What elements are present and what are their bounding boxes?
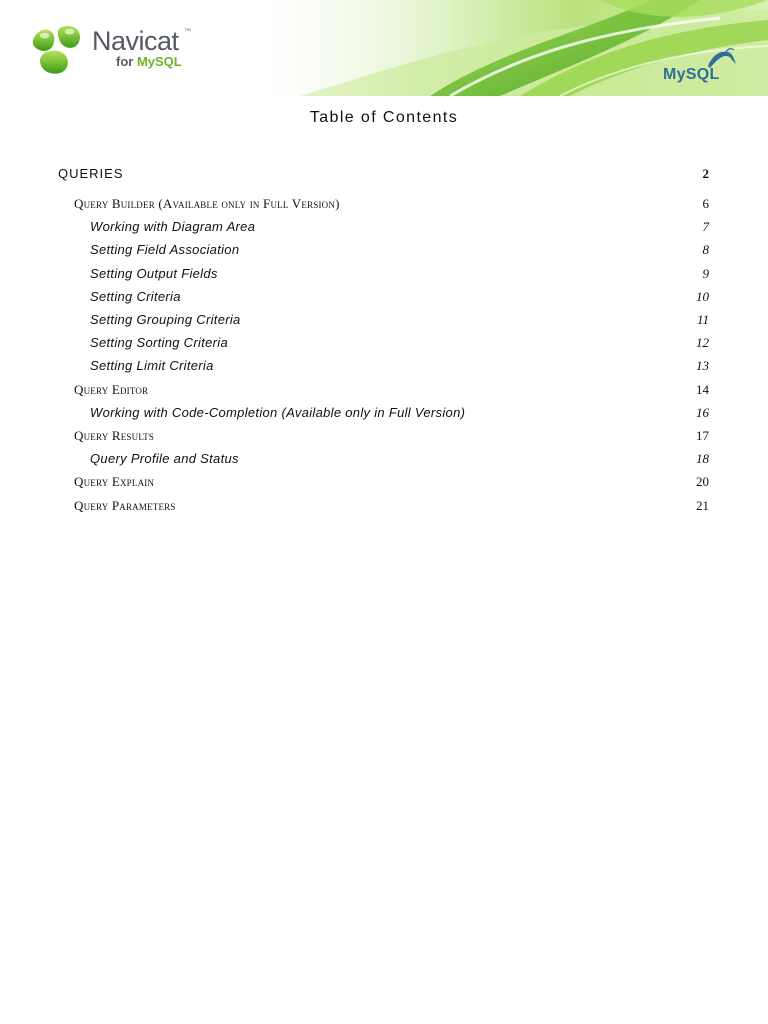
toc-entry-page-number: 9 xyxy=(702,265,709,281)
toc-entry[interactable] xyxy=(0,219,768,239)
toc-entry-page-number: 11 xyxy=(696,312,709,327)
toc-entry-label: QUERIES xyxy=(58,166,124,181)
toc-entry-label: Query Parameters xyxy=(74,497,176,513)
toc-entry-label: Query Builder (Available only in Full Version) xyxy=(74,196,340,211)
toc-entry-label: Query Results xyxy=(74,428,155,443)
toc-entry-page-number: 8 xyxy=(702,242,709,258)
toc-entry[interactable] xyxy=(0,451,768,471)
toc-entry-page-number: 21 xyxy=(696,497,709,513)
toc-entry-page-number: 12 xyxy=(696,335,709,351)
toc-entry-label: Setting Grouping Criteria xyxy=(90,312,241,327)
toc-entry-page-number: 7 xyxy=(702,219,709,235)
toc-entry-label: Setting Sorting Criteria xyxy=(90,335,228,351)
toc-entry[interactable] xyxy=(0,266,768,286)
toc-entry-page-number: 13 xyxy=(696,358,709,374)
toc-entry-label: Setting Field Association xyxy=(90,242,240,258)
page-title: Table of Contents xyxy=(309,109,459,126)
trademark-mark: ™ xyxy=(184,28,191,35)
brand-subtitle xyxy=(116,55,182,68)
toc-entry-label: Working with Diagram Area xyxy=(90,219,256,235)
toc-entry-page-number: 6 xyxy=(702,196,709,211)
brand-subtitle-product: MySQL xyxy=(136,54,182,69)
toc-entry-page-number: 10 xyxy=(696,288,709,304)
navicat-logo-icon xyxy=(30,24,88,76)
toc-entry[interactable] xyxy=(0,498,768,518)
mysql-logo-text: MySQL xyxy=(663,66,720,83)
toc-entry[interactable] xyxy=(0,358,768,378)
toc-entry[interactable] xyxy=(0,335,768,355)
toc-entry[interactable] xyxy=(0,196,768,216)
toc-entry[interactable] xyxy=(0,242,768,262)
brand-name: Navicat xyxy=(92,26,179,56)
brand-subtitle-prefix: for xyxy=(116,54,137,69)
toc-entry-label: Setting Output Fields xyxy=(90,265,218,281)
toc-entry[interactable] xyxy=(0,474,768,494)
toc-entry-label: Setting Criteria xyxy=(90,288,181,304)
toc-entry-label: Query Editor xyxy=(74,381,149,397)
toc-entry-page-number: 20 xyxy=(696,474,709,490)
toc-entry-label: Query Profile and Status xyxy=(90,451,239,467)
toc-entry[interactable] xyxy=(0,428,768,448)
toc-entry[interactable] xyxy=(0,289,768,309)
toc-entry-page-number: 2 xyxy=(702,166,709,181)
toc-entry[interactable] xyxy=(0,382,768,402)
toc-entry-label: Setting Limit Criteria xyxy=(90,358,214,374)
toc-entry[interactable] xyxy=(0,405,768,425)
toc-entry-page-number: 17 xyxy=(696,428,709,443)
toc-entry-page-number: 16 xyxy=(696,404,709,420)
toc-entry-page-number: 14 xyxy=(696,381,709,397)
toc-entry-page-number: 18 xyxy=(696,451,709,467)
toc-entry-label: Query Explain xyxy=(74,474,155,490)
toc-entry-label: Working with Code-Completion (Available only in Full Version) xyxy=(90,404,466,420)
toc-entry[interactable] xyxy=(0,312,768,332)
toc-entry[interactable] xyxy=(0,166,768,186)
